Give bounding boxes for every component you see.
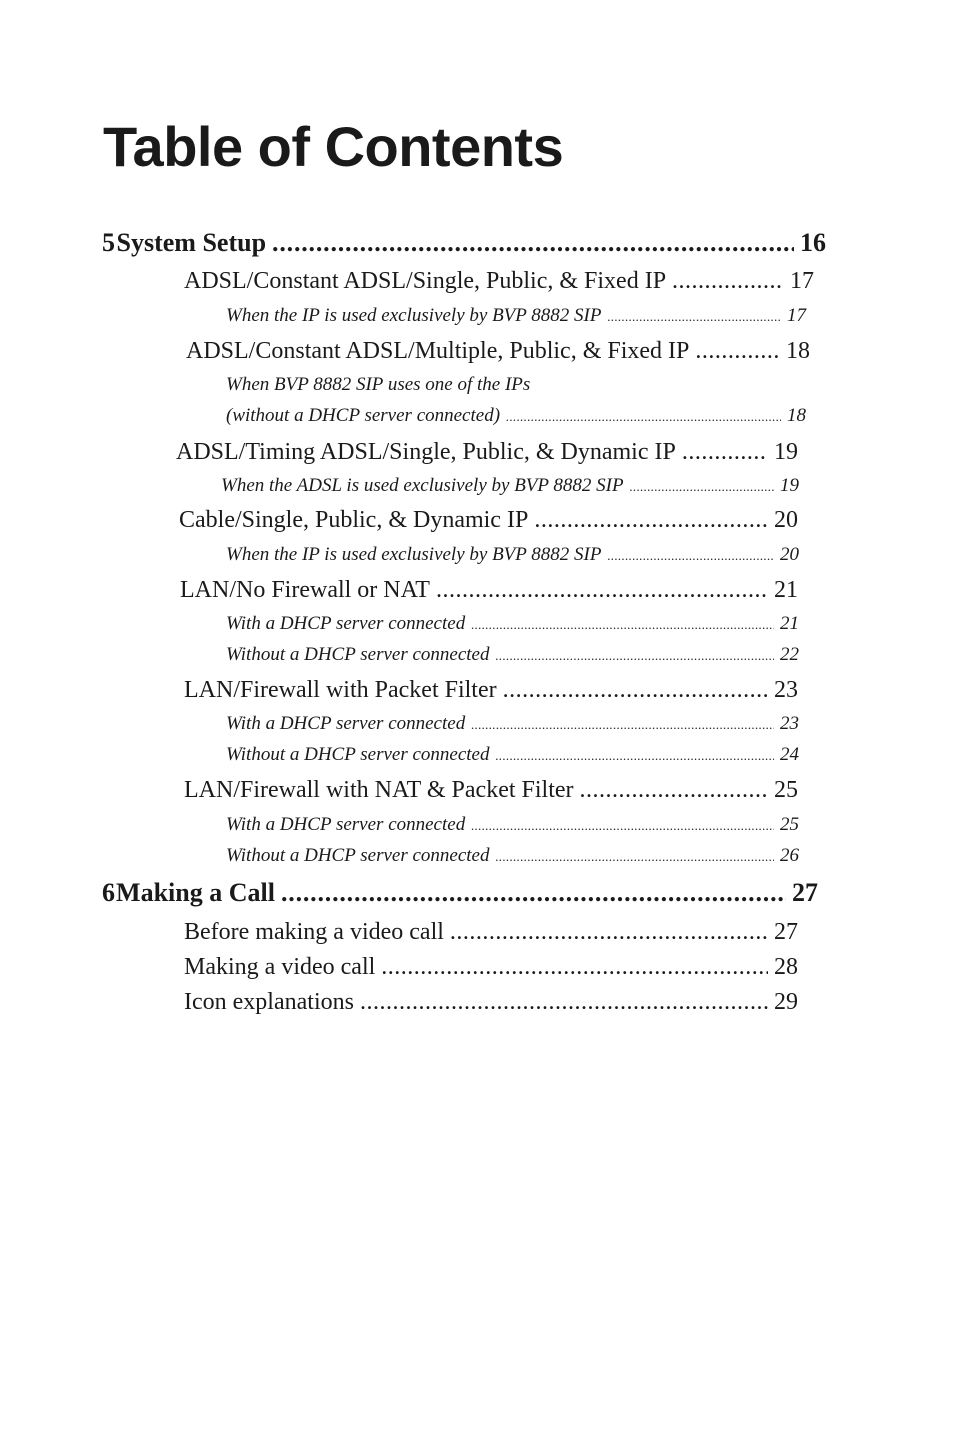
toc-subsection[interactable]: [226, 745, 799, 764]
toc-subsection[interactable]: [226, 375, 806, 394]
toc-page-number: 16: [800, 228, 826, 257]
toc-subsection[interactable]: [221, 476, 799, 495]
toc-entry-label: ADSL/Constant ADSL/Multiple, Public, & Fixed IP: [186, 338, 690, 364]
toc-subsection[interactable]: [226, 645, 799, 664]
toc-entry-label: When the IP is used exclusively by BVP 8882 SIP: [226, 305, 602, 326]
toc-page-number: 22: [780, 644, 799, 665]
toc-page-number: 27: [774, 919, 798, 945]
toc-section[interactable]: [180, 578, 798, 602]
toc-entry-label: System Setup: [116, 228, 267, 257]
toc-entry-label: (without a DHCP server connected): [226, 405, 501, 426]
toc-section[interactable]: [186, 339, 810, 363]
toc-entry-label: Making a Call: [116, 878, 275, 907]
toc-entry-label: Without a DHCP server connected: [226, 845, 490, 866]
dot-leader: [534, 508, 768, 532]
toc-entry-label: With a DHCP server connected: [226, 814, 466, 835]
toc-page-number: 28: [774, 954, 798, 980]
toc-page-number: 24: [780, 744, 799, 765]
toc-page-number: 18: [787, 405, 806, 426]
toc-page-number: 19: [774, 439, 798, 465]
dot-leader: [503, 678, 768, 702]
page-title: Table of Contents: [103, 115, 564, 178]
dot-leader: [630, 476, 774, 495]
toc-page-number: 23: [774, 677, 798, 703]
toc-page-number: 17: [787, 305, 806, 326]
toc-page-number: 17: [790, 268, 814, 294]
dot-leader: [496, 846, 775, 865]
dot-leader: [607, 545, 774, 564]
toc-section[interactable]: [179, 508, 798, 532]
toc-subsection[interactable]: [226, 815, 799, 834]
toc-entry-label: Icon explanations: [184, 989, 354, 1015]
toc-page-number: 18: [786, 338, 810, 364]
dot-leader: [506, 406, 781, 425]
toc-entry-label: LAN/Firewall with NAT & Packet Filter: [184, 777, 574, 803]
dot-leader: [272, 230, 794, 256]
toc-section[interactable]: [184, 678, 798, 702]
dot-leader: [496, 745, 775, 764]
toc-page-number: 26: [780, 845, 799, 866]
toc-subsection[interactable]: [226, 545, 799, 564]
toc-section[interactable]: [184, 920, 798, 944]
dot-leader: [580, 778, 768, 802]
toc-entry-label: Making a video call: [184, 954, 376, 980]
toc-chapter-5[interactable]: [102, 230, 826, 256]
dot-leader: [360, 990, 768, 1014]
toc-page-number: 20: [774, 507, 798, 533]
toc-section[interactable]: [184, 778, 798, 802]
dot-leader: [672, 269, 784, 293]
toc-entry-label: Without a DHCP server connected: [226, 744, 490, 765]
dot-leader: [471, 815, 774, 834]
toc-page-number: 19: [780, 475, 799, 496]
dot-leader: [450, 920, 768, 944]
toc-subsection[interactable]: [226, 406, 806, 425]
toc-page-number: 25: [780, 814, 799, 835]
toc-subsection[interactable]: [226, 614, 799, 633]
toc-page-number: 29: [774, 989, 798, 1015]
toc-page-number: 23: [780, 713, 799, 734]
toc-entry-label: Cable/Single, Public, & Dynamic IP: [179, 507, 529, 533]
toc-subsection[interactable]: [226, 306, 806, 325]
dot-leader: [471, 714, 774, 733]
toc-entry-label: When the ADSL is used exclusively by BVP 8882 SIP: [221, 475, 624, 496]
dot-leader: [281, 880, 786, 906]
toc-entry-label: LAN/No Firewall or NAT: [180, 577, 430, 603]
toc-page-number: 21: [780, 613, 799, 634]
toc-entry-label: When BVP 8882 SIP uses one of the IPs: [226, 374, 531, 395]
dot-leader: [607, 306, 781, 325]
dot-leader: [436, 578, 768, 602]
dot-leader: [695, 339, 780, 363]
dot-leader: [381, 955, 768, 979]
toc-page-number: 21: [774, 577, 798, 603]
toc-section[interactable]: [184, 990, 798, 1014]
toc-entry-label: With a DHCP server connected: [226, 613, 466, 634]
toc-page-number: 20: [780, 544, 799, 565]
toc-entry-label: LAN/Firewall with Packet Filter: [184, 677, 497, 703]
toc-entry-label: ADSL/Timing ADSL/Single, Public, & Dynamic IP: [176, 439, 676, 465]
toc-entry-label: Before making a video call: [184, 919, 444, 945]
toc-subsection[interactable]: [226, 714, 799, 733]
dot-leader: [682, 440, 768, 464]
toc-section[interactable]: [184, 269, 814, 293]
toc-page-number: 25: [774, 777, 798, 803]
chapter-number: 6: [102, 878, 115, 907]
dot-leader: [496, 645, 775, 664]
toc-section[interactable]: [176, 440, 798, 464]
toc-subsection[interactable]: [226, 846, 799, 865]
dot-leader: [471, 614, 774, 633]
toc-section[interactable]: [184, 955, 798, 979]
toc-page-number: 27: [792, 878, 818, 907]
toc-entry-label: With a DHCP server connected: [226, 713, 466, 734]
chapter-number: 5: [102, 228, 115, 257]
toc-entry-label: ADSL/Constant ADSL/Single, Public, & Fixed IP: [184, 268, 667, 294]
toc-entry-label: When the IP is used exclusively by BVP 8882 SIP: [226, 544, 602, 565]
toc-entry-label: Without a DHCP server connected: [226, 644, 490, 665]
toc-chapter-6[interactable]: [102, 880, 818, 906]
